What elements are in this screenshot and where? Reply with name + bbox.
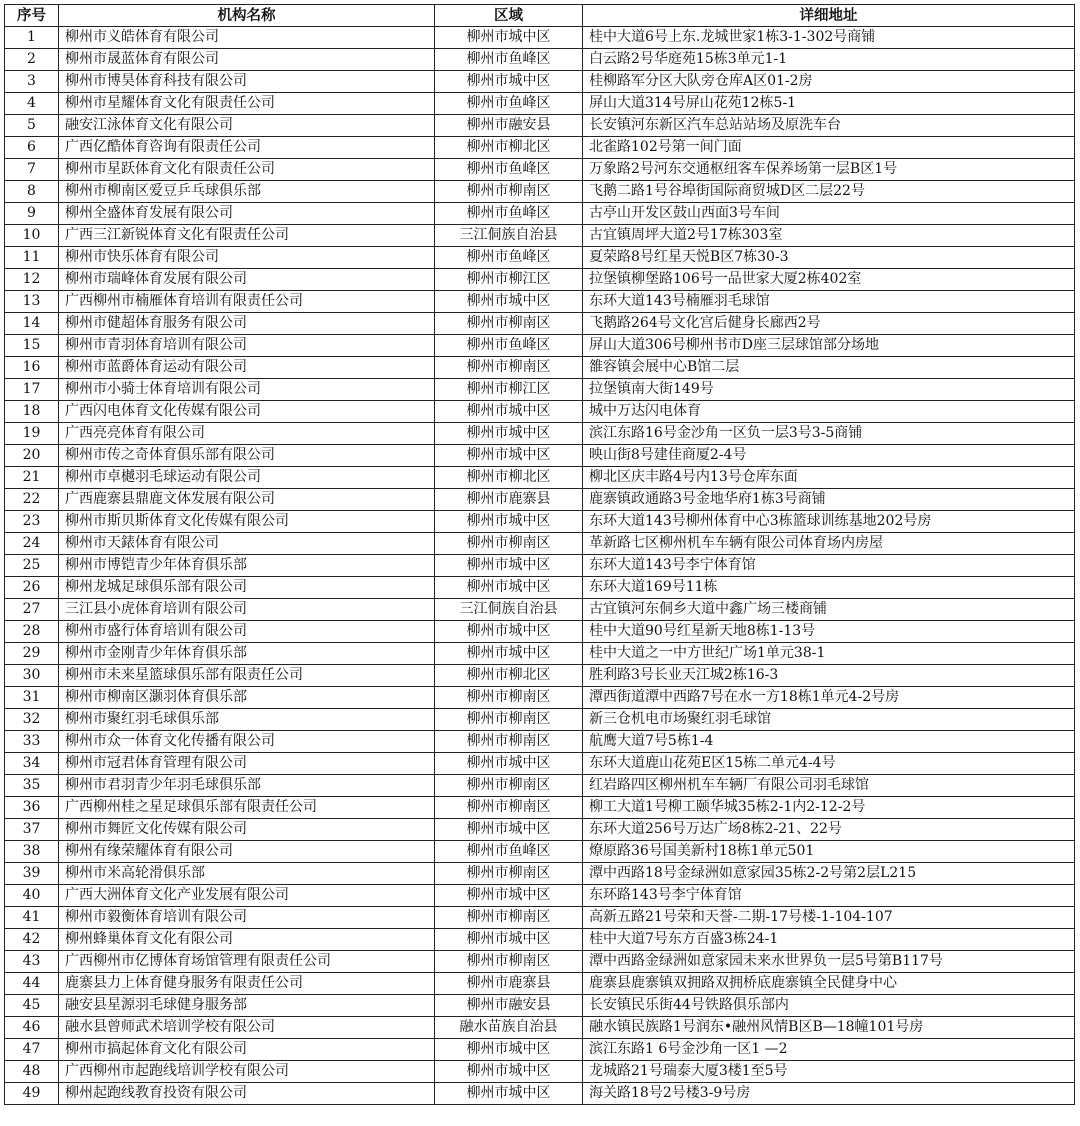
row-region: 柳州市柳江区 — [435, 379, 583, 401]
row-address: 鹿寨镇政通路3号金地华府1栋3号商铺 — [583, 489, 1075, 511]
row-region: 柳州市鱼峰区 — [435, 159, 583, 181]
row-serial-number: 36 — [5, 797, 59, 819]
table-row — [5, 929, 1075, 951]
row-region: 柳州市城中区 — [435, 1061, 583, 1083]
row-region: 柳州市柳北区 — [435, 467, 583, 489]
table-row — [5, 379, 1075, 401]
row-address: 长安镇河东新区汽车总站站场及原洗车台 — [583, 115, 1075, 137]
row-address: 新三仓机电市场聚红羽毛球馆 — [583, 709, 1075, 731]
table-row — [5, 71, 1075, 93]
table-row — [5, 203, 1075, 225]
row-region: 柳州市鹿寨县 — [435, 489, 583, 511]
row-institution-name: 鹿寨县力上体育健身服务有限责任公司 — [59, 973, 435, 995]
row-serial-number: 48 — [5, 1061, 59, 1083]
table-row — [5, 401, 1075, 423]
row-address: 北雀路102号第一间门面 — [583, 137, 1075, 159]
row-institution-name: 广西柳州市起跑线培训学校有限公司 — [59, 1061, 435, 1083]
row-institution-name: 柳州市众一体育文化传播有限公司 — [59, 731, 435, 753]
table-row — [5, 489, 1075, 511]
row-serial-number: 41 — [5, 907, 59, 929]
row-address: 东环路143号李宁体育馆 — [583, 885, 1075, 907]
row-institution-name: 三江县小虎体育培训有限公司 — [59, 599, 435, 621]
row-serial-number: 39 — [5, 863, 59, 885]
row-institution-name: 柳州市柳南区爱豆乒乓球俱乐部 — [59, 181, 435, 203]
institution-table — [4, 4, 1075, 1105]
table-row — [5, 27, 1075, 49]
row-serial-number: 40 — [5, 885, 59, 907]
table-row — [5, 709, 1075, 731]
table-row — [5, 313, 1075, 335]
row-serial-number: 42 — [5, 929, 59, 951]
row-institution-name: 柳州市博铠青少年体育俱乐部 — [59, 555, 435, 577]
table-row — [5, 115, 1075, 137]
row-region: 柳州市柳南区 — [435, 863, 583, 885]
row-address: 雒容镇会展中心B馆二层 — [583, 357, 1075, 379]
table-row — [5, 907, 1075, 929]
row-institution-name: 柳州蜂巢体育文化有限公司 — [59, 929, 435, 951]
row-serial-number: 18 — [5, 401, 59, 423]
table-row — [5, 181, 1075, 203]
table-row — [5, 445, 1075, 467]
row-serial-number: 3 — [5, 71, 59, 93]
row-institution-name: 柳州市冠君体育管理有限公司 — [59, 753, 435, 775]
table-row — [5, 599, 1075, 621]
row-institution-name: 柳州市义皓体育有限公司 — [59, 27, 435, 49]
row-region: 柳州市城中区 — [435, 401, 583, 423]
row-region: 柳州市城中区 — [435, 423, 583, 445]
row-address: 飞鹅二路1号谷埠街国际商贸城D区二层22号 — [583, 181, 1075, 203]
table-row — [5, 335, 1075, 357]
row-institution-name: 柳州市健超体育服务有限公司 — [59, 313, 435, 335]
row-institution-name: 柳州市晟蓝体育有限公司 — [59, 49, 435, 71]
row-region: 柳州市城中区 — [435, 291, 583, 313]
table-row — [5, 225, 1075, 247]
row-address: 白云路2号华庭苑15栋3单元1-1 — [583, 49, 1075, 71]
table-row — [5, 357, 1075, 379]
row-region: 柳州市鱼峰区 — [435, 49, 583, 71]
row-region: 柳州市融安县 — [435, 115, 583, 137]
row-serial-number: 20 — [5, 445, 59, 467]
row-address: 航鹰大道7号5栋1-4 — [583, 731, 1075, 753]
row-institution-name: 柳州市金刚青少年体育俱乐部 — [59, 643, 435, 665]
row-institution-name: 融安县星源羽毛球健身服务部 — [59, 995, 435, 1017]
table-row — [5, 49, 1075, 71]
row-institution-name: 柳州市蓝爵体育运动有限公司 — [59, 357, 435, 379]
row-address: 高新五路21号荣和天誉-二期-17号楼-1-104-107 — [583, 907, 1075, 929]
row-institution-name: 柳州起跑线教育投资有限公司 — [59, 1083, 435, 1105]
row-region: 三江侗族自治县 — [435, 599, 583, 621]
row-institution-name: 广西鹿寨县鼎鹿文体发展有限公司 — [59, 489, 435, 511]
row-institution-name: 柳州市斯贝斯体育文化传媒有限公司 — [59, 511, 435, 533]
row-institution-name: 融水县曾师武术培训学校有限公司 — [59, 1017, 435, 1039]
table-row — [5, 995, 1075, 1017]
row-address: 滨江东路16号金沙角一区负一层3号3-5商铺 — [583, 423, 1075, 445]
table-row — [5, 885, 1075, 907]
row-serial-number: 30 — [5, 665, 59, 687]
row-serial-number: 44 — [5, 973, 59, 995]
table-row — [5, 137, 1075, 159]
header-region: 区域 — [435, 5, 583, 27]
row-institution-name: 柳州市毅衡体育培训有限公司 — [59, 907, 435, 929]
row-region: 柳州市城中区 — [435, 885, 583, 907]
row-serial-number: 46 — [5, 1017, 59, 1039]
row-serial-number: 32 — [5, 709, 59, 731]
row-region: 柳州市鱼峰区 — [435, 93, 583, 115]
row-institution-name: 广西闪电体育文化传媒有限公司 — [59, 401, 435, 423]
row-serial-number: 16 — [5, 357, 59, 379]
table-row — [5, 841, 1075, 863]
row-serial-number: 27 — [5, 599, 59, 621]
row-address: 桂中大道6号上东.龙城世家1栋3-1-302号商铺 — [583, 27, 1075, 49]
row-institution-name: 柳州市卓樾羽毛球运动有限公司 — [59, 467, 435, 489]
row-address: 古宜镇周坪大道2号17栋303室 — [583, 225, 1075, 247]
row-serial-number: 47 — [5, 1039, 59, 1061]
row-serial-number: 26 — [5, 577, 59, 599]
row-address: 万象路2号河东交通枢纽客车保养场第一层B区1号 — [583, 159, 1075, 181]
row-institution-name: 柳州市天錶体育有限公司 — [59, 533, 435, 555]
row-address: 屏山大道314号屏山花苑12栋5-1 — [583, 93, 1075, 115]
row-address: 柳工大道1号柳工颐华城35栋2-1内2-12-2号 — [583, 797, 1075, 819]
row-region: 柳州市鹿寨县 — [435, 973, 583, 995]
row-address: 潭中西路金绿洲如意家园未来水世界负一层5号第B117号 — [583, 951, 1075, 973]
row-serial-number: 9 — [5, 203, 59, 225]
table-row — [5, 775, 1075, 797]
row-serial-number: 35 — [5, 775, 59, 797]
table-row — [5, 511, 1075, 533]
table-row — [5, 1061, 1075, 1083]
row-address: 海关路18号2号楼3-9号房 — [583, 1083, 1075, 1105]
row-serial-number: 34 — [5, 753, 59, 775]
row-serial-number: 1 — [5, 27, 59, 49]
row-address: 滨江东路1 6号金沙角一区1 —2 — [583, 1039, 1075, 1061]
row-region: 柳州市柳南区 — [435, 775, 583, 797]
row-serial-number: 7 — [5, 159, 59, 181]
row-serial-number: 38 — [5, 841, 59, 863]
row-region: 柳州市柳南区 — [435, 709, 583, 731]
table-row — [5, 1083, 1075, 1105]
row-region: 柳州市城中区 — [435, 27, 583, 49]
table-row — [5, 1017, 1075, 1039]
row-address: 潭西街道潭中西路7号在水一方18栋1单元4-2号房 — [583, 687, 1075, 709]
table-row — [5, 555, 1075, 577]
table-row — [5, 973, 1075, 995]
row-address: 龙城路21号瑞泰大厦3楼1至5号 — [583, 1061, 1075, 1083]
row-region: 柳州市城中区 — [435, 643, 583, 665]
row-region: 柳州市柳北区 — [435, 665, 583, 687]
table-row — [5, 247, 1075, 269]
row-institution-name: 柳州市未来星篮球俱乐部有限责任公司 — [59, 665, 435, 687]
row-address: 映山街8号建佳商厦2-4号 — [583, 445, 1075, 467]
row-institution-name: 柳州市瑞峰体育发展有限公司 — [59, 269, 435, 291]
row-region: 柳州市城中区 — [435, 511, 583, 533]
row-institution-name: 柳州市星耀体育文化有限责任公司 — [59, 93, 435, 115]
row-serial-number: 31 — [5, 687, 59, 709]
row-region: 柳州市柳江区 — [435, 269, 583, 291]
row-institution-name: 柳州有缘荣耀体育有限公司 — [59, 841, 435, 863]
table-row — [5, 665, 1075, 687]
table-row — [5, 423, 1075, 445]
table-row — [5, 1039, 1075, 1061]
row-region: 柳州市柳南区 — [435, 313, 583, 335]
row-institution-name: 柳州市博昊体育科技有限公司 — [59, 71, 435, 93]
row-serial-number: 28 — [5, 621, 59, 643]
row-address: 桂中大道之一中方世纪广场1单元38-1 — [583, 643, 1075, 665]
row-region: 柳州市柳南区 — [435, 357, 583, 379]
row-address: 夏荣路8号红星天悦B区7栋30-3 — [583, 247, 1075, 269]
row-address: 东环大道143号李宁体育馆 — [583, 555, 1075, 577]
row-institution-name: 柳州市传之奇体育俱乐部有限公司 — [59, 445, 435, 467]
row-serial-number: 45 — [5, 995, 59, 1017]
row-address: 东环大道143号柳州体育中心3栋篮球训练基地202号房 — [583, 511, 1075, 533]
row-institution-name: 广西亮亮体育有限公司 — [59, 423, 435, 445]
row-institution-name: 柳州市米高轮滑俱乐部 — [59, 863, 435, 885]
row-institution-name: 柳州市青羽体育培训有限公司 — [59, 335, 435, 357]
row-institution-name: 柳州市聚红羽毛球俱乐部 — [59, 709, 435, 731]
row-institution-name: 广西亿酷体育咨询有限责任公司 — [59, 137, 435, 159]
row-serial-number: 24 — [5, 533, 59, 555]
row-institution-name: 柳州市舞匠文化传媒有限公司 — [59, 819, 435, 841]
row-region: 柳州市柳南区 — [435, 181, 583, 203]
row-address: 古宜镇河东侗乡大道中鑫广场三楼商铺 — [583, 599, 1075, 621]
table-row — [5, 269, 1075, 291]
row-address: 东环大道143号楠雁羽毛球馆 — [583, 291, 1075, 313]
table-row — [5, 731, 1075, 753]
row-serial-number: 23 — [5, 511, 59, 533]
row-serial-number: 14 — [5, 313, 59, 335]
row-serial-number: 33 — [5, 731, 59, 753]
row-institution-name: 广西柳州市亿博体育场馆管理有限责任公司 — [59, 951, 435, 973]
row-institution-name: 柳州市盛行体育培训有限公司 — [59, 621, 435, 643]
table-row — [5, 819, 1075, 841]
row-serial-number: 21 — [5, 467, 59, 489]
row-region: 柳州市城中区 — [435, 1083, 583, 1105]
row-address: 桂中大道7号东方百盛3栋24-1 — [583, 929, 1075, 951]
table-row — [5, 291, 1075, 313]
row-region: 柳州市城中区 — [435, 753, 583, 775]
table-row — [5, 863, 1075, 885]
row-region: 柳州市柳北区 — [435, 137, 583, 159]
row-serial-number: 4 — [5, 93, 59, 115]
row-serial-number: 5 — [5, 115, 59, 137]
table-row — [5, 467, 1075, 489]
row-institution-name: 柳州市星跃体育文化有限责任公司 — [59, 159, 435, 181]
row-address: 屏山大道306号柳州书市D座三层球馆部分场地 — [583, 335, 1075, 357]
row-region: 柳州市城中区 — [435, 71, 583, 93]
row-serial-number: 15 — [5, 335, 59, 357]
row-serial-number: 11 — [5, 247, 59, 269]
table-row — [5, 621, 1075, 643]
row-serial-number: 17 — [5, 379, 59, 401]
row-serial-number: 13 — [5, 291, 59, 313]
table-row — [5, 643, 1075, 665]
table-row — [5, 797, 1075, 819]
row-region: 柳州市柳南区 — [435, 797, 583, 819]
table-header-row — [5, 5, 1075, 27]
row-address: 胜利路3号长业天江城2栋16-3 — [583, 665, 1075, 687]
row-address: 东环大道256号万达广场8栋2-21、22号 — [583, 819, 1075, 841]
table-row — [5, 159, 1075, 181]
row-address: 东环大道169号11栋 — [583, 577, 1075, 599]
row-region: 柳州市柳南区 — [435, 533, 583, 555]
row-region: 融水苗族自治县 — [435, 1017, 583, 1039]
table-row — [5, 577, 1075, 599]
row-region: 柳州市柳南区 — [435, 731, 583, 753]
row-serial-number: 10 — [5, 225, 59, 247]
row-region: 柳州市鱼峰区 — [435, 203, 583, 225]
row-region: 柳州市城中区 — [435, 555, 583, 577]
row-region: 三江侗族自治县 — [435, 225, 583, 247]
row-institution-name: 柳州全盛体育发展有限公司 — [59, 203, 435, 225]
row-region: 柳州市柳南区 — [435, 687, 583, 709]
row-institution-name: 柳州市搞起体育文化有限公司 — [59, 1039, 435, 1061]
row-address: 融水镇民族路1号润东•融州风情B区B—18幢101号房 — [583, 1017, 1075, 1039]
row-region: 柳州市城中区 — [435, 577, 583, 599]
row-institution-name: 柳州市君羽青少年羽毛球俱乐部 — [59, 775, 435, 797]
row-institution-name: 融安江泳体育文化有限公司 — [59, 115, 435, 137]
row-address: 长安镇民乐街44号铁路俱乐部内 — [583, 995, 1075, 1017]
row-region: 柳州市鱼峰区 — [435, 335, 583, 357]
row-serial-number: 8 — [5, 181, 59, 203]
row-region: 柳州市城中区 — [435, 929, 583, 951]
header-institution-name: 机构名称 — [59, 5, 435, 27]
row-serial-number: 25 — [5, 555, 59, 577]
document-page — [4, 4, 1074, 1105]
row-address: 桂柳路军分区大队旁仓库A区01-2房 — [583, 71, 1075, 93]
row-region: 柳州市城中区 — [435, 1039, 583, 1061]
row-region: 柳州市城中区 — [435, 819, 583, 841]
row-address: 古亭山开发区鼓山西面3号车间 — [583, 203, 1075, 225]
table-body — [5, 27, 1075, 1105]
row-serial-number: 43 — [5, 951, 59, 973]
row-institution-name: 柳州市快乐体育有限公司 — [59, 247, 435, 269]
table-row — [5, 93, 1075, 115]
row-region: 柳州市柳南区 — [435, 951, 583, 973]
row-serial-number: 6 — [5, 137, 59, 159]
row-serial-number: 22 — [5, 489, 59, 511]
row-address: 柳北区庆丰路4号内13号仓库东面 — [583, 467, 1075, 489]
row-serial-number: 2 — [5, 49, 59, 71]
row-institution-name: 广西柳州市楠雁体育培训有限责任公司 — [59, 291, 435, 313]
row-serial-number: 29 — [5, 643, 59, 665]
row-address: 东环大道鹿山花苑E区15栋二单元4-4号 — [583, 753, 1075, 775]
row-region: 柳州市城中区 — [435, 445, 583, 467]
row-serial-number: 12 — [5, 269, 59, 291]
row-serial-number: 49 — [5, 1083, 59, 1105]
row-institution-name: 柳州龙城足球俱乐部有限公司 — [59, 577, 435, 599]
row-region: 柳州市融安县 — [435, 995, 583, 1017]
table-row — [5, 687, 1075, 709]
row-region: 柳州市城中区 — [435, 621, 583, 643]
row-institution-name: 柳州市柳南区灏羽体育俱乐部 — [59, 687, 435, 709]
table-row — [5, 753, 1075, 775]
row-address: 桂中大道90号红星新天地8栋1-13号 — [583, 621, 1075, 643]
row-address: 革新路七区柳州机车车辆有限公司体育场内房屋 — [583, 533, 1075, 555]
row-address: 拉堡镇柳堡路106号一品世家大厦2栋402室 — [583, 269, 1075, 291]
row-institution-name: 广西大洲体育文化产业发展有限公司 — [59, 885, 435, 907]
row-address: 城中万达闪电体育 — [583, 401, 1075, 423]
row-serial-number: 19 — [5, 423, 59, 445]
row-region: 柳州市柳南区 — [435, 907, 583, 929]
table-row — [5, 951, 1075, 973]
row-institution-name: 柳州市小骑士体育培训有限公司 — [59, 379, 435, 401]
header-address: 详细地址 — [583, 5, 1075, 27]
row-institution-name: 广西三江新锐体育文化有限责任公司 — [59, 225, 435, 247]
row-address: 燎原路36号国美新村18栋1单元501 — [583, 841, 1075, 863]
row-institution-name: 广西柳州桂之星足球俱乐部有限责任公司 — [59, 797, 435, 819]
row-address: 鹿寨县鹿寨镇双拥路双拥桥底鹿寨镇全民健身中心 — [583, 973, 1075, 995]
row-region: 柳州市鱼峰区 — [435, 841, 583, 863]
table-row — [5, 533, 1075, 555]
row-address: 潭中西路18号金绿洲如意家园35栋2-2号第2层L215 — [583, 863, 1075, 885]
header-serial-number: 序号 — [5, 5, 59, 27]
row-serial-number: 37 — [5, 819, 59, 841]
row-address: 红岩路四区柳州机车车辆厂有限公司羽毛球馆 — [583, 775, 1075, 797]
row-address: 飞鹅路264号文化宫后健身长廊西2号 — [583, 313, 1075, 335]
row-address: 拉堡镇南大街149号 — [583, 379, 1075, 401]
row-region: 柳州市鱼峰区 — [435, 247, 583, 269]
